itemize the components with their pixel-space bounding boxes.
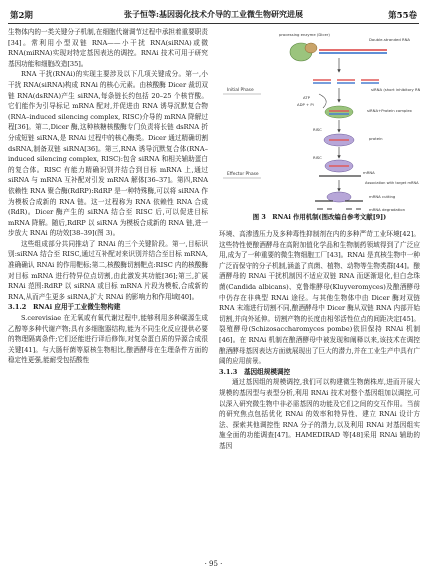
body-paragraph: 生物体内的一类关键分子机制,在细胞代谢调节过程中承担着重要职责[34]。常利用小型双链 RNA——小干扰 RNA(siRNA)或微 RNA(miRNA)实现对特定基因表达的调控。RNAi 技术可用于研究基因功能和细胞改造[35]。 bbox=[8, 28, 208, 68]
cutting-label: mRNA cutting bbox=[369, 194, 396, 199]
body-paragraph: 环境、高渗透压力及多种毒性抑制剂在内的多种严苛工业环境[42]。这些特性使酿酒酵母在高附加值化学品和生物制药领域得到了广泛应用,成为了一种重要的微生物细胞工厂[43]。RNAi 是真核生物中一种广泛而保守的分子机制,涵盖了真菌、植物、动物等生物类群[44]。酿酒酵母的 RNAi 干扰机制因不适应双链 RNA 而逐渐退化,但白念珠菌(Candida albicans)、克鲁维酵母(Kluyveromyces)及酿酒酵母中仍存在非典型 RNAi 途径。与其他生物体中由 Dicer 酶对双链 RNA 末端进行切割不同,酿酒酵母中 Dicer 酶从双链 RNA 内部开始切割,并向外延伸。切割产物的长度由相邻活性位点的间距决定[45]。裂殖酵母(Schizosaccharomyces pombe)依旧保持 RNAi 机制[46]。在 RNAi 机制在酿酒酵母中被发现和阐释以来,该技术在调控酿酒酵母基因表达方面就展现出了巨大的潜力,并在工业生产中具有广阔的应用前景。 bbox=[219, 230, 420, 366]
protein-label: protein bbox=[369, 136, 383, 141]
body-paragraph: 这些组成部分共同推动了 RNAi 的三个关键阶段。第一,目标识别:siRNA 结合至 RISC,通过互补配对来识别并结合至目标 mRNA,准确确认 RNAi 的作用靶标;第二,核酸酶切割靶点:RISC 内的核酸酶对目标 mRNA 进行特异位点切割,由此激发其功能[36];第三,扩展 RNAi 范围:RdRP 以 siRNA 或目标 mRNA 片段为模板,合成新的 RNA,从而产生更多 siRNA,扩大 RNAi 的影响力和作用域[40]。 bbox=[8, 239, 208, 301]
mrna-label: mRNA bbox=[363, 170, 375, 175]
adp-label: ADP + Pi bbox=[297, 102, 314, 107]
body-paragraph: S.cerevisiae 在无氧或有氧代谢过程中,能够利用多种碳源生成乙醇等多种代谢产物;具有多细胞器结构,能为不同生化反应提供必要的物理隔离条件;它们还能进行译后修饰,对复杂蛋白质的异源合成很关键[41]。与大肠杆菌等原核生物相比,酿酒酵母在生理条件方面的稳定性更强,能耐受包括酸性 bbox=[8, 314, 208, 365]
section-heading: 3.1.2 RNAi 应用于工业微生物构建 bbox=[8, 303, 121, 312]
dsrna-label: Double-stranded RNA bbox=[369, 37, 411, 42]
dicer-enzyme-head bbox=[305, 43, 317, 53]
left-text-column bbox=[8, 27, 208, 366]
sirna-label: siRNA (short inhibitory RNA) bbox=[371, 87, 420, 92]
atp-curve bbox=[319, 94, 326, 108]
page-header bbox=[0, 0, 427, 28]
header-rule bbox=[8, 23, 419, 24]
page-number: · 95 · bbox=[204, 560, 223, 568]
initial-phase-label: Initial Phase bbox=[227, 88, 254, 93]
rnai-diagram bbox=[219, 28, 420, 214]
journal-volume: 第55卷 bbox=[388, 11, 417, 21]
body-paragraph: 通过基因组的规模调控,我们可以构建微生物菌株库,进而开展大规模的基因型与表型分析,利用 RNAi 技术对整个基因组加以调控,可以深入研究微生物中非必需基因的功能及它们之间的交互作用。当前的研究焦点包括优化 RNAi 的效率和特异性、建立 RNAi 设计方法、探索其他调控性 RNA 分子的潜力,以及利用 RNAi 对基因组实施全面的功能调查[47]。HAMEDIRAD 等[48]采用 RNAi 辅助的基因 bbox=[219, 378, 420, 450]
risc-label: RISC bbox=[313, 127, 322, 132]
right-text-column bbox=[219, 229, 420, 451]
association-label: Association with target mRNA bbox=[365, 181, 419, 185]
effector-phase-label: Effector Phase bbox=[227, 172, 259, 177]
body-paragraph: RNA 干扰(RNAi)的实现主要涉及以下几项关键成分。第一,小干扰 RNA(siRNA)构成 RNAi 的核心元素。由核酸酶 Dicer 裁切双链 RNA(dsRNA)产生 siRNA,每条链长约包括 20–25 个核苷酸。它们能作为引导标记 mRNA 配对,并促进由 RNA 诱导沉默复合物(RNA–induced silencing complex, RISC)介导的 mRNA 降解过程[36]。第二,Dicer 酶,这种核糖核酸酶专门负责将长链 dsRNA 折分成短链 siRNA,是 RNAi 过程中的核心酶类。Dicer 通过精确切割 dsRNA,制备双链 siRNA[36]。第三,RNA 诱导沉默复合体(RNA–induced silencing complex, RISC):包含 siRNA 和相关辅助蛋白的复合体。RISC 有能力精确识别并结合到目标 mRNA 上,通过 siRNA 与 mRNA 互补配对引发 mRNA 解体[36–37]。第四,RNA 依赖性 RNA 聚合酶(RdRP):RdRP 是一种特殊酶,可以将 siRNA 作为模板合成新的 RNA 链。这一过程称为 RNA 依赖性 RNA 合成(RdR)。Dicer 酶产生的 siRNA 结合至 RISC 后,可以促进目标 mRNA 降解。随后,RdRP 以 siRNA 为模板合成新的 RNA 链,进一步放大 RNAi 的功效[38–39](图 3)。 bbox=[8, 70, 208, 238]
sirna-protein-complex-shape bbox=[325, 106, 353, 118]
atp-label: ATP bbox=[303, 95, 310, 100]
running-title: 张子恒等:基因弱化技术介导的工业微生物研究进展 bbox=[124, 9, 303, 19]
figure-caption: 图 3 RNAi 作用机制(图改编自参考文献[9]) bbox=[252, 213, 387, 221]
degradation-label: mRNA degradation bbox=[369, 207, 406, 212]
section-heading: 3.1.3 基因组规模调控 bbox=[219, 367, 291, 376]
sirna-protein-label: siRNA+Protein complex bbox=[367, 108, 412, 113]
rnai-mechanism-figure bbox=[219, 28, 420, 214]
journal-issue: 第2期 bbox=[10, 11, 33, 21]
active-risc-label: RISC bbox=[313, 155, 322, 160]
dicer-label: processing enzyme (Dicer) bbox=[279, 32, 330, 37]
